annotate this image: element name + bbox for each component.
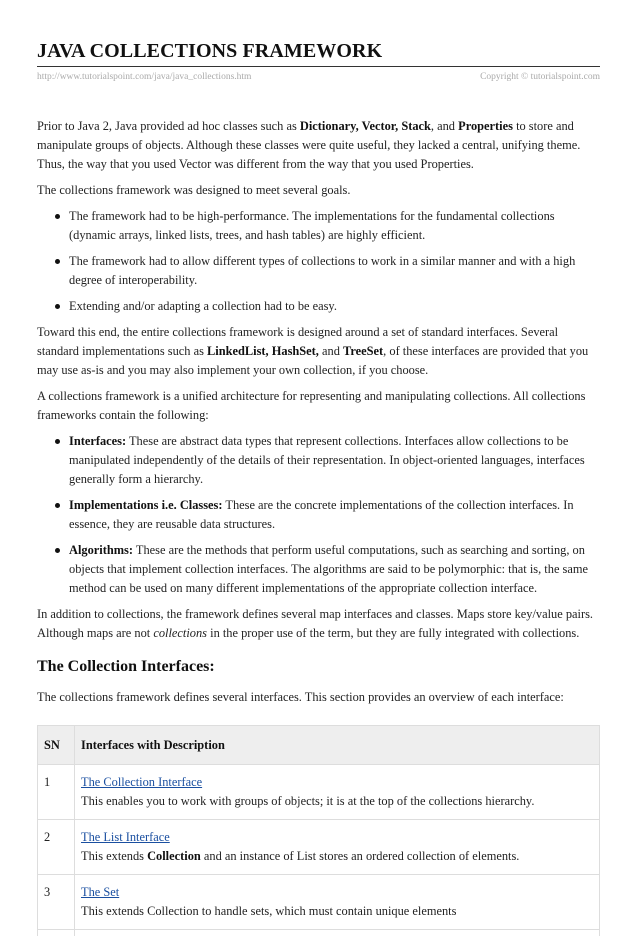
set-interface-link[interactable]: The Set	[81, 885, 119, 899]
list-item: Algorithms: These are the methods that perform useful computations, such as searching and sorting, on objects that implement collection interfaces. The algorithms are said to be polymorphic: that is, the same method can be used on many different implementations of the appropriate collection interface.	[69, 541, 600, 598]
row-number: 1	[38, 765, 75, 820]
row-description: The Set This extends Collection to handle sets, which must contain unique elements	[75, 875, 600, 930]
list-item: Interfaces: These are abstract data types that represent collections. Interfaces allow collections to be manipulated independently of the details of their representation. In object-oriented languages, interfaces generally form a hierarchy.	[69, 432, 600, 489]
section-intro: The collections framework defines several interfaces. This section provides an overview of each interface:	[37, 688, 600, 707]
maps-paragraph: In addition to collections, the framework defines several map interfaces and classes. Maps store key/value pairs. Although maps are not collections in the proper use of the term, but they are fully integrated with collections.	[37, 605, 600, 643]
table-row	[38, 875, 600, 930]
source-url[interactable]: http://www.tutorialspoint.com/java/java_collections.htm	[37, 72, 251, 82]
properties-class: Properties	[458, 119, 513, 133]
list-interface-link[interactable]: The List Interface	[81, 830, 170, 844]
column-header-description: Interfaces with Description	[75, 726, 600, 765]
section-heading: The Collection Interfaces:	[37, 657, 600, 676]
column-header-sn: SN	[38, 726, 75, 765]
row-number: 3	[38, 875, 75, 930]
article-body	[37, 117, 600, 936]
row-number: 2	[38, 820, 75, 875]
toward-paragraph: Toward this end, the entire collections framework is designed around a set of standard interfaces. Several standard implementations such as LinkedList, HashSet, and TreeSet, of these interfaces are provided that you may use as-is and you may also implement your own collection, if you choose.	[37, 323, 600, 380]
row-description: The List Interface This extends Collection and an instance of List stores an ordered collection of elements.	[75, 820, 600, 875]
goals-intro: The collections framework was designed to meet several goals.	[37, 181, 600, 200]
framework-contents-list	[37, 432, 600, 598]
row-description: The Collection Interface This enables you to work with groups of objects; it is at the top of the collections hierarchy.	[75, 765, 600, 820]
treeset-name: TreeSet	[343, 344, 383, 358]
implementation-names: LinkedList, HashSet,	[207, 344, 319, 358]
unified-paragraph: A collections framework is a unified architecture for representing and manipulating collections. All collections frameworks contain the following:	[37, 387, 600, 425]
copyright-notice: Copyright © tutorialspoint.com	[480, 72, 600, 82]
list-item: Extending and/or adapting a collection had to be easy.	[69, 297, 600, 316]
title-rule	[37, 66, 600, 67]
goals-list	[37, 207, 600, 316]
table-row	[38, 820, 600, 875]
interfaces-table	[37, 725, 600, 936]
list-item: The framework had to be high-performance. The implementations for the fundamental collections (dynamic arrays, linked lists, trees, and hash tables) are highly efficient.	[69, 207, 600, 245]
list-item: The framework had to allow different types of collections to work in a similar manner and with a high degree of interoperability.	[69, 252, 600, 290]
intro-paragraph: Prior to Java 2, Java provided ad hoc classes such as Dictionary, Vector, Stack, and Properties to store and manipulate groups of objects. Although these classes were quite useful, they lacked a central, unifying theme. Thus, the way that you used Vector was different from the way that you used Properties.	[37, 117, 600, 174]
table-row-continued	[38, 930, 600, 936]
legacy-classes: Dictionary, Vector, Stack	[300, 119, 431, 133]
table-header-row	[38, 726, 600, 765]
list-item: Implementations i.e. Classes: These are the concrete implementations of the collection interfaces. In essence, they are reusable data structures.	[69, 496, 600, 534]
collection-interface-link[interactable]: The Collection Interface	[81, 775, 202, 789]
page-title: JAVA COLLECTIONS FRAMEWORK	[37, 40, 382, 63]
table-row	[38, 765, 600, 820]
